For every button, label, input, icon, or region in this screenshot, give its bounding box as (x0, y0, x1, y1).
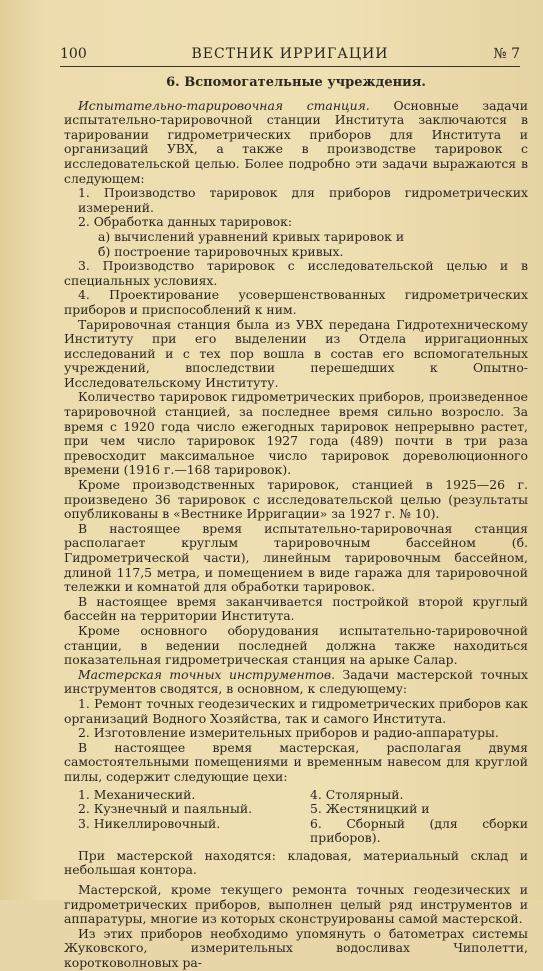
paragraph: Количество тарировок гидрометрических приборов, произведенное тарировочной станцией, за последнее время сильно возросло. За время с 1920 года число ежегодных тарировок непрерывно растет, при чем число тарировок 1927 года (489) почти в три раза превосходит максимальное число тарировок дореволюционного времени (1916 г.—168 тарировок). (64, 389, 528, 478)
paragraph (64, 668, 528, 697)
header-rule (60, 66, 520, 67)
list-item: 6. Сборный (для сборки приборов). (310, 815, 528, 846)
paragraph (64, 99, 528, 187)
list-item: б) построение тарировочных кривых. (98, 243, 344, 259)
paragraph: Кроме производственных тарировок, станцией в 1925—26 г. произведено 36 тарировок с исследовательской целью (результаты опубликованы в «Вестнике Ирригации» за 1927 г. № 10). (64, 477, 528, 522)
list-item: 2. Обработка данных тарировок: (78, 214, 293, 230)
paragraph: При мастерской находятся: кладовая, материальный склад и небольшая контора. (64, 847, 528, 878)
list-item: 2. Изготовление измерительных приборов и радио-аппаратуры. (78, 725, 499, 741)
list-item: 3. Производство тарировок с исследовательской целью и в специальных условиях. (64, 258, 528, 288)
list-item: 4. Столярный. (310, 786, 404, 802)
list-item: 1. Производство тарировок для приборов гидрометрических измерений. (78, 185, 528, 215)
paragraph-text: Основные задачи испытательно-тарировочной станции Института заключаются в тарировании гидрометрических приборов для Института и организаций УВХ, а также в производстве тарировок с исследовательской целью. Более подробно эти задачи выражаются в следующем: (64, 97, 529, 186)
paragraph-lead: Мастерская точных инструментов. (78, 666, 336, 682)
page-number: 100 (60, 46, 87, 62)
paragraph: В настоящее время заканчивается постройкой второй круглый бассейн на территории Института. (64, 593, 528, 624)
paragraph: Тарировочная станция была из УВХ передана Гидротехническому Институту при его выделении из Отдела ирригационных исследований и с тех пор вошла в состав его вспомогательных учреждений, впоследствии перешедших к Опытно-Исследовательскому Институту. (64, 316, 528, 390)
issue-number: № 7 (493, 46, 520, 62)
list-item: 3. Никеллировочный. (78, 815, 221, 831)
shop-list (64, 788, 528, 846)
list-item: 1. Ремонт точных геодезических и гидрометрических приборов как организаций Водного Хозяйства, так и самого Института. (64, 695, 528, 726)
list-item: 2. Кузнечный и паяльный. (78, 801, 253, 817)
section-title: 6. Вспомогательные учреждения. (166, 75, 426, 90)
paragraph: Мастерской, кроме текущего ремонта точных геодезических и гидрометрических приборов, выполнен целый ряд инструментов и аппаратуры, многие из которых сконструированы самой мастерской. (64, 882, 528, 927)
list-item: а) вычислений уравнений кривых тарировок и (98, 228, 405, 244)
paragraph: В настоящее время испытательно-тарировочная станция располагает круглым тарировочным бассейном (б. Гидрометрической части), линейным тарировочным бассейном, длиной 117,5 метра, и помещением в виде гаража для тарировочной тележки и комнатой для обработки тарировок. (64, 520, 528, 595)
list-item: 5. Жестяницкий и (310, 801, 430, 817)
paragraph: В настоящее время мастерская, располагая двумя самостоятельными помещениями и временным навесом для круглой пилы, содержит следующие цехи: (64, 739, 528, 784)
page-header (60, 42, 520, 66)
shop-list-left (64, 788, 296, 846)
journal-title: ВЕСТНИК ИРРИГАЦИИ (191, 46, 389, 62)
list-item: 1. Механический. (78, 786, 196, 802)
paragraph: Кроме основного оборудования испытательно-тарировочной станции, в ведении последней должна также находиться показательная гидрометрическая станция на арыке Салар. (64, 622, 528, 668)
list-item: 4. Проектирование усовершенствованных гидрометрических приборов и приспособлений к ним. (64, 287, 528, 317)
paragraph-text: Задачи мастерской точных инструментов сводятся, в основном, к следующему: (64, 666, 528, 697)
paragraph-lead: Испытательно-тарировочная станция. (78, 97, 370, 113)
paragraph: Из этих приборов необходимо упомянуть о батометрах системы Жуковского, измерительных водосливах Чиполетти, коротковолновых ра- (64, 925, 528, 971)
article-body (64, 74, 528, 971)
shop-list-right (296, 788, 528, 846)
